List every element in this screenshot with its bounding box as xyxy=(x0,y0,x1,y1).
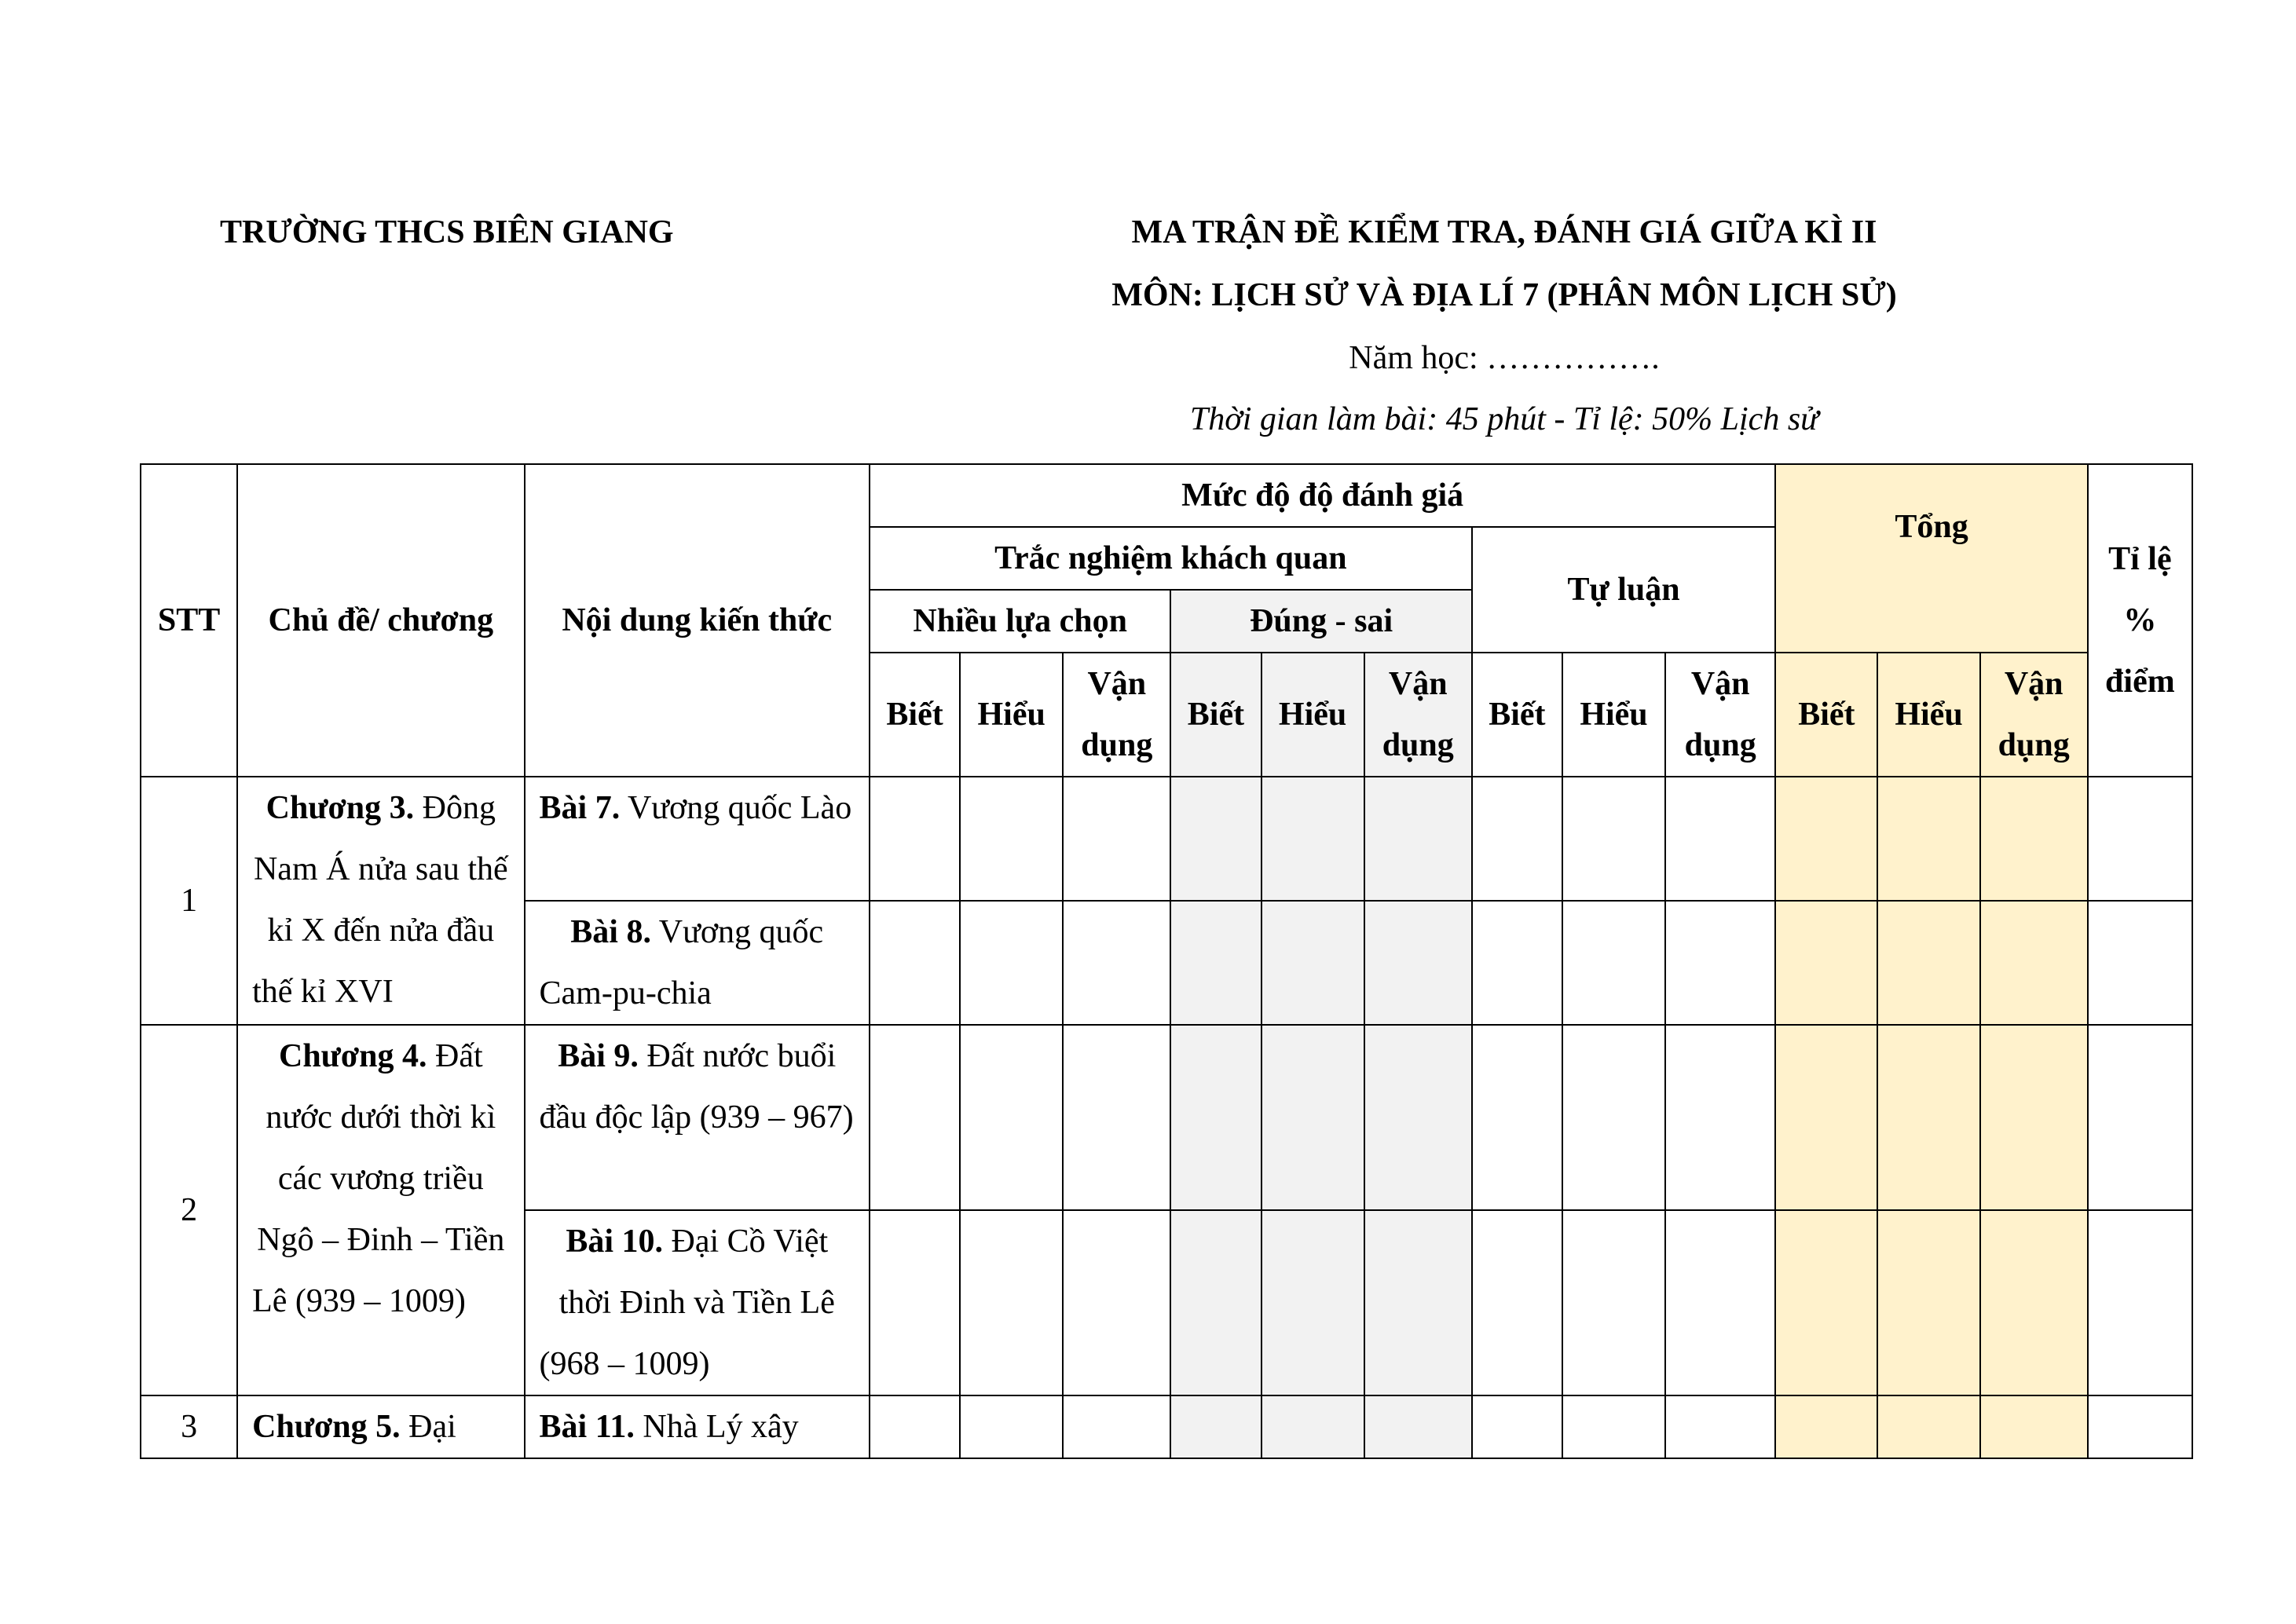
header-level: Mức độ độ đánh giá xyxy=(870,464,1775,527)
mc-apply-l2: dụng xyxy=(1081,727,1153,763)
cell xyxy=(1063,777,1170,901)
header-true-false: Đúng - sai xyxy=(1170,590,1471,653)
essay-apply xyxy=(1665,653,1775,777)
cell xyxy=(960,1210,1063,1395)
chapter-title: Đông Nam Á nửa sau thế kỉ X đến nửa đầu thế kỉ XVI xyxy=(252,790,508,1010)
header-row-1 xyxy=(141,464,2192,527)
cell xyxy=(1877,901,1979,1025)
cell xyxy=(1980,777,2088,901)
lesson-label: Bài 11. xyxy=(539,1409,635,1445)
cell xyxy=(1472,1395,1562,1458)
cell xyxy=(1775,1025,1877,1210)
cell xyxy=(1877,1395,1979,1458)
table-row xyxy=(141,1025,2192,1210)
cell xyxy=(1170,1025,1261,1210)
cell xyxy=(1262,1395,1364,1458)
cell xyxy=(960,1025,1063,1210)
cell xyxy=(1063,1395,1170,1458)
header-ratio-line2: % xyxy=(2123,602,2157,638)
row-chapter xyxy=(237,777,524,1025)
cell xyxy=(960,777,1063,901)
cell xyxy=(960,1395,1063,1458)
cell xyxy=(1063,1025,1170,1210)
lesson-label: Bài 10. xyxy=(566,1223,663,1260)
header-multiple-choice: Nhiều lựa chọn xyxy=(870,590,1170,653)
cell xyxy=(1877,1025,1979,1210)
school-name: TRƯỜNG THCS BIÊN GIANG xyxy=(220,214,674,251)
subject-title: MÔN: LỊCH SỬ VÀ ĐỊA LÍ 7 (PHÂN MÔN LỊCH SỬ) xyxy=(1111,277,1897,313)
cell xyxy=(1472,777,1562,901)
cell xyxy=(1063,901,1170,1025)
lesson-label: Bài 8. xyxy=(570,914,651,950)
chapter-label: Chương 5. xyxy=(252,1409,401,1445)
cell xyxy=(870,901,960,1025)
mc-apply xyxy=(1063,653,1170,777)
cell xyxy=(1665,1395,1775,1458)
lesson-title: Đại Cồ Việt thời Đinh và Tiền Lê (968 – 1009) xyxy=(539,1223,835,1382)
row-stt: 3 xyxy=(141,1395,237,1458)
cell xyxy=(1665,1210,1775,1395)
cell xyxy=(1980,901,2088,1025)
essay-apply-l2: dụng xyxy=(1684,727,1756,763)
row-lesson xyxy=(525,1025,870,1210)
cell xyxy=(2088,1025,2192,1210)
cell xyxy=(870,1210,960,1395)
essay-know: Biết xyxy=(1472,653,1562,777)
header-content: Nội dung kiến thức xyxy=(525,464,870,777)
row-stt: 1 xyxy=(141,777,237,1025)
chapter-title: Đại xyxy=(408,1409,456,1445)
cell xyxy=(1472,901,1562,1025)
mc-apply-l1: Vận xyxy=(1087,666,1147,702)
cell xyxy=(1472,1025,1562,1210)
cell xyxy=(2088,777,2192,901)
cell xyxy=(1562,1025,1665,1210)
tf-know: Biết xyxy=(1170,653,1261,777)
total-apply xyxy=(1980,653,2088,777)
tf-apply xyxy=(1364,653,1472,777)
cell xyxy=(870,777,960,901)
header-ratio-line1: Tỉ lệ xyxy=(2108,541,2172,577)
cell xyxy=(1262,777,1364,901)
header-essay: Tự luận xyxy=(1472,527,1776,653)
cell xyxy=(1775,1395,1877,1458)
header-objective: Trắc nghiệm khách quan xyxy=(870,527,1472,590)
cell xyxy=(1775,901,1877,1025)
cell xyxy=(1877,1210,1979,1395)
cell xyxy=(1665,901,1775,1025)
time-info: Thời gian làm bài: 45 phút - Tỉ lệ: 50% Lịch sử xyxy=(1189,401,1819,437)
row-lesson xyxy=(525,901,870,1025)
row-stt: 2 xyxy=(141,1025,237,1395)
cell xyxy=(1775,777,1877,901)
tf-apply-l1: Vận xyxy=(1388,666,1448,702)
chapter-label: Chương 4. xyxy=(278,1038,427,1074)
table-row xyxy=(141,1395,2192,1458)
cell xyxy=(1562,901,1665,1025)
mc-understand: Hiểu xyxy=(960,653,1063,777)
lesson-label: Bài 9. xyxy=(558,1038,639,1074)
total-apply-l2: dụng xyxy=(1998,727,2070,763)
header-topic: Chủ đề/ chương xyxy=(237,464,524,777)
lesson-title: Nhà Lý xây xyxy=(643,1409,799,1445)
lesson-title: Vương quốc Lào xyxy=(627,790,852,826)
row-lesson xyxy=(525,777,870,901)
header-ratio xyxy=(2088,464,2192,777)
cell xyxy=(1364,1025,1472,1210)
cell xyxy=(1364,1210,1472,1395)
cell xyxy=(1063,1210,1170,1395)
cell xyxy=(1562,1210,1665,1395)
cell xyxy=(1170,901,1261,1025)
tf-understand: Hiểu xyxy=(1262,653,1364,777)
row-chapter xyxy=(237,1025,524,1395)
mc-know: Biết xyxy=(870,653,960,777)
cell xyxy=(870,1025,960,1210)
cell xyxy=(870,1395,960,1458)
cell xyxy=(1775,1210,1877,1395)
tf-apply-l2: dụng xyxy=(1382,727,1454,763)
lesson-title: Vương quốc Cam-pu-chia xyxy=(539,914,824,1011)
school-year: Năm học: ……………. xyxy=(1349,340,1660,376)
row-lesson xyxy=(525,1210,870,1395)
chapter-title: Đất nước dưới thời kì các vương triều Ngô – Đinh – Tiền Lê (939 – 1009) xyxy=(252,1038,505,1319)
cell xyxy=(960,901,1063,1025)
cell xyxy=(1980,1395,2088,1458)
header-stt: STT xyxy=(141,464,237,777)
total-apply-l1: Vận xyxy=(2004,666,2063,702)
cell xyxy=(1877,777,1979,901)
cell xyxy=(1665,1025,1775,1210)
row-chapter xyxy=(237,1395,524,1458)
chapter-label: Chương 3. xyxy=(265,790,415,826)
cell xyxy=(1170,777,1261,901)
cell xyxy=(1262,1025,1364,1210)
document-title: MA TRẬN ĐỀ KIỂM TRA, ĐÁNH GIÁ GIỮA KÌ II xyxy=(1131,214,1877,251)
cell xyxy=(2088,901,2192,1025)
total-know: Biết xyxy=(1775,653,1877,777)
cell xyxy=(1262,1210,1364,1395)
header-ratio-line3: điểm xyxy=(2105,664,2175,700)
cell xyxy=(1980,1025,2088,1210)
cell xyxy=(2088,1210,2192,1395)
cell xyxy=(1665,777,1775,901)
cell xyxy=(1170,1210,1261,1395)
assessment-matrix-table xyxy=(140,463,2193,1459)
cell xyxy=(1980,1210,2088,1395)
cell xyxy=(1562,1395,1665,1458)
essay-understand: Hiểu xyxy=(1562,653,1665,777)
cell xyxy=(1170,1395,1261,1458)
row-lesson xyxy=(525,1395,870,1458)
cell xyxy=(1364,777,1472,901)
cell xyxy=(1364,901,1472,1025)
cell xyxy=(1472,1210,1562,1395)
cell xyxy=(2088,1395,2192,1458)
lesson-label: Bài 7. xyxy=(539,790,621,826)
lesson-title: Đất nước buổi đầu độc lập (939 – 967) xyxy=(539,1038,854,1136)
total-understand: Hiểu xyxy=(1877,653,1979,777)
cell xyxy=(1364,1395,1472,1458)
essay-apply-l1: Vận xyxy=(1690,666,1750,702)
cell xyxy=(1262,901,1364,1025)
cell xyxy=(1562,777,1665,901)
table-row xyxy=(141,777,2192,901)
header-total: Tổng xyxy=(1775,464,2087,653)
